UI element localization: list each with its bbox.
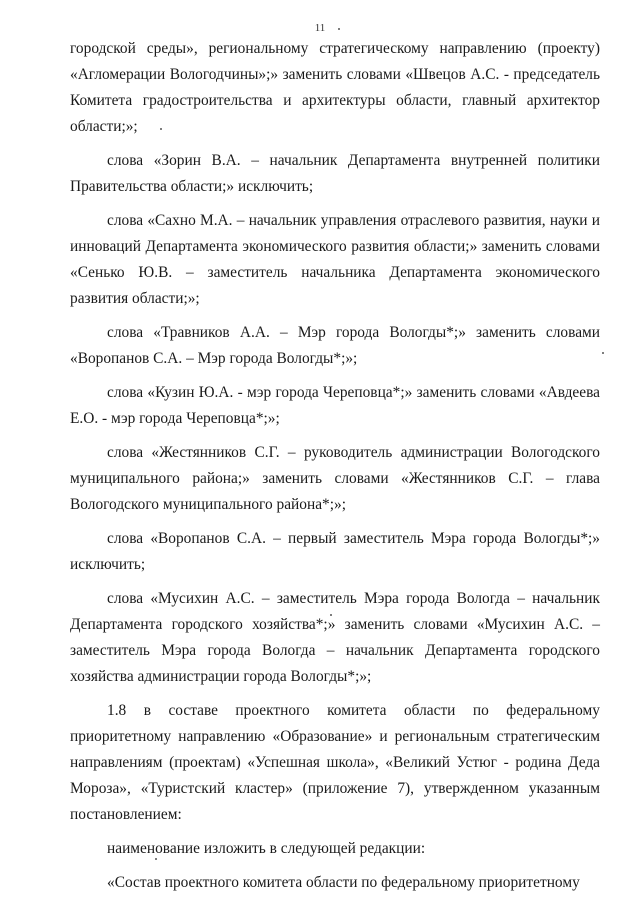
paragraph: слова «Мусихин А.С. – заместитель Мэра города Вологда – начальник Департамента городского хозяйства*;» заменить словами «Мусихин А.С. – заместитель Мэра города Вологда – начальник Департамента городского хозяйства администрации города Вологды*;»; [70,590,600,685]
paragraph: городской среды», региональному стратегическому направлению (проекту) «Агломерации Вологодчины»;» заменить словами «Швецов А.С. - председатель Комитета градостроительства и архитектуры области, главный архитектор области;»; [70,40,600,135]
scan-speck [602,352,604,354]
paragraph: слова «Кузин Ю.А. - мэр города Череповца*;» заменить словами «Авдеева Е.О. - мэр города Череповца*;»; [70,384,600,427]
paragraph: слова «Травников А.А. – Мэр города Вологды*;» заменить словами «Воропанов С.А. – Мэр города Вологды*;»; [70,324,600,367]
paragraph: слова «Зорин В.А. – начальник Департамента внутренней политики Правительства области;» исключить; [70,152,600,195]
paragraph: слова «Жестянников С.Г. – руководитель администрации Вологодского муниципального района;» заменить словами «Жестянников С.Г. – глава Вологодского муниципального района*;»; [70,444,600,513]
scan-speck [338,28,340,30]
page-number: 11 [314,22,326,34]
paragraph: слова «Воропанов С.А. – первый заместитель Мэра города Вологды*;» исключить; [70,530,600,573]
document-body [70,36,600,904]
paragraph: слова «Сахно М.А. – начальник управления отраслевого развития, науки и инноваций Департамента экономического развития области;» заменить словами «Сенько Ю.В. – заместитель начальника Департамента экономического развития области;»; [70,212,600,307]
paragraph: «Состав проектного комитета области по федеральному приоритетному [107,874,580,891]
paragraph: наименование изложить в следующей редакции: [107,840,426,857]
scan-speck [155,858,157,860]
scan-speck [160,128,162,130]
scan-speck [330,614,332,616]
paragraph: 1.8 в составе проектного комитета области по федеральному приоритетному направлению «Образование» и региональным стратегическим направлениям (проектам) «Успешная школа», «Великий Устюг - родина Деда Мороза», «Туристский кластер» (приложение 7), утвержденном указанным постановлением: [70,702,600,823]
